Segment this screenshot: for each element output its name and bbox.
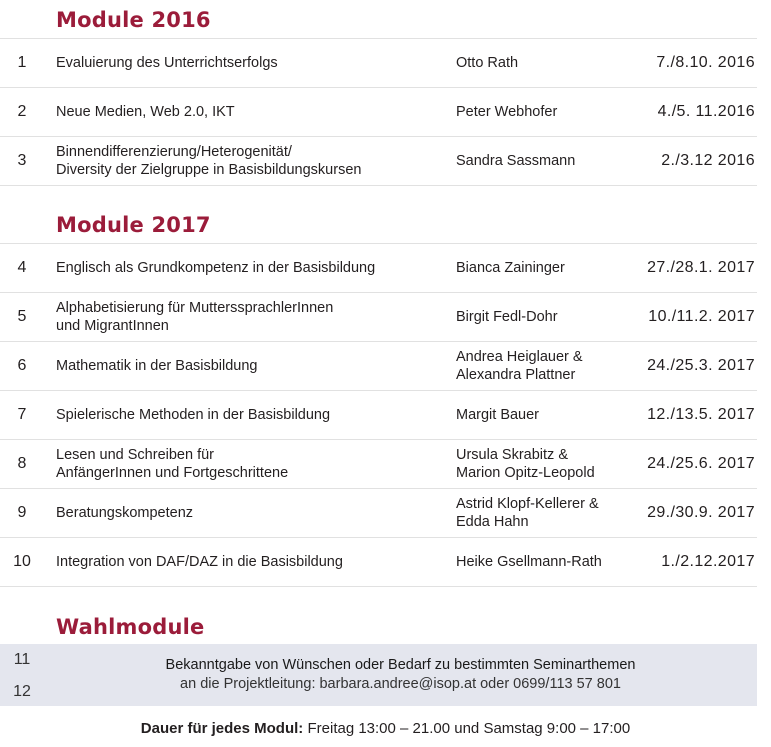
table-row [0,137,757,186]
table-row [0,440,757,489]
module-date: 29./30.9. 2017 [647,504,755,521]
module-speaker: Andrea Heiglauer & Alexandra Plattner [456,349,583,383]
module-speaker: Margit Bauer [456,407,540,423]
module-date: 4./5. 11.2016 [657,103,755,120]
duration-note [0,720,771,737]
module-number: 9 [17,504,27,521]
table-row [0,39,757,88]
module-speaker: Otto Rath [456,55,519,71]
module-number: 11 [13,651,31,668]
module-title: Beratungskompetenz [56,505,194,521]
module-date: 24./25.6. 2017 [647,455,755,472]
module-title: Spielerische Methoden in der Basisbildung [56,407,331,423]
table-row [0,244,757,293]
module-title: Lesen und Schreiben für AnfängerInnen und Fortgeschrittene [56,447,289,481]
module-title: Integration von DAF/DAZ in die Basisbildung [56,554,343,570]
wahlmodule-info [44,656,757,694]
module-speaker: Birgit Fedl-Dohr [456,309,558,325]
module-title: Neue Medien, Web 2.0, IKT [56,104,235,120]
module-date: 10./11.2. 2017 [648,308,755,325]
table-row [0,293,757,342]
module-date: 12./13.5. 2017 [647,406,755,423]
table-row [0,538,757,587]
module-title: Alphabetisierung für MutterssprachlerInnen und MigrantInnen [56,300,334,334]
section-title-2016: Module 2016 [56,8,211,32]
section-title-wahlmodule: Wahlmodule [56,615,205,639]
module-title: Binnendifferenzierung/Heterogenität/ Diversity der Zielgruppe in Basisbildungskursen [56,144,362,178]
module-date: 24./25.3. 2017 [647,357,755,374]
module-number: 1 [17,54,27,71]
module-title: Englisch als Grundkompetenz in der Basisbildung [56,260,376,276]
module-title: Evaluierung des Unterrichtserfolgs [56,55,278,71]
table-row [0,391,757,440]
module-number: 7 [17,406,27,423]
wahlmodule-band [0,644,757,706]
module-date: 27./28.1. 2017 [647,259,755,276]
section-title-2017: Module 2017 [56,213,211,237]
module-number: 8 [17,455,27,472]
module-table-2016 [0,38,757,186]
module-number: 6 [17,357,27,374]
wahlmodule-line1: Bekanntgabe von Wünschen oder Bedarf zu bestimmten Seminarthemen [165,657,636,673]
duration-text: Freitag 13:00 – 21.00 und Samstag 9:00 – 17:00 [303,720,631,737]
table-row [0,342,757,391]
module-speaker: Astrid Klopf-Kellerer & Edda Hahn [456,496,599,530]
duration-label: Dauer für jedes Modul: [140,720,304,737]
module-speaker: Heike Gsellmann-Rath [456,554,602,570]
module-number: 3 [17,152,27,169]
module-speaker: Ursula Skrabitz & Marion Opitz-Leopold [456,447,595,481]
module-number: 12 [13,683,31,700]
module-number: 5 [17,308,27,325]
module-table-2017 [0,243,757,587]
module-speaker: Peter Webhofer [456,104,558,120]
table-row [0,489,757,538]
module-date: 7./8.10. 2016 [656,54,755,71]
module-number: 10 [13,553,31,570]
module-number: 4 [17,259,27,276]
module-date: 1./2.12.2017 [661,553,755,570]
module-number: 2 [17,103,27,120]
module-speaker: Sandra Sassmann [456,153,576,169]
table-row [0,88,757,137]
module-date: 2./3.12 2016 [661,152,755,169]
wahlmodule-line2: an die Projektleitung: barbara.andree@isop.at oder 0699/113 57 801 [180,676,621,692]
module-title: Mathematik in der Basisbildung [56,358,258,374]
module-speaker: Bianca Zaininger [456,260,565,276]
